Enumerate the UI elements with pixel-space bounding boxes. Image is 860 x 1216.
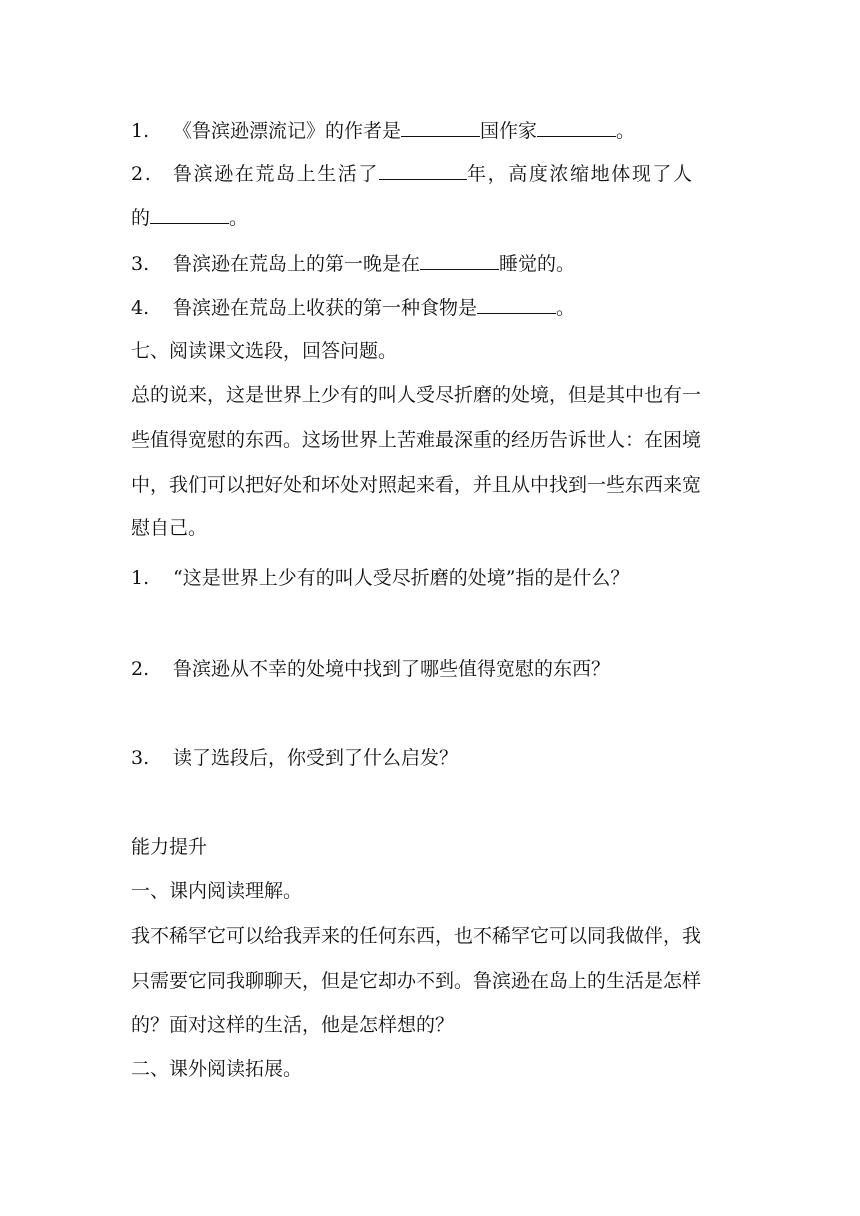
question-number: 2.	[131, 163, 153, 185]
section-heading: 七、阅读课文选段，回答问题。	[131, 340, 398, 362]
reading-question-3	[131, 746, 731, 770]
passage-line: 我不稀罕它可以给我弄来的任何东西，也不稀罕它可以同我做伴，我	[131, 925, 702, 947]
question-text: 。	[556, 297, 576, 319]
question-number: 1.	[131, 120, 150, 142]
answer-blank[interactable]	[401, 118, 480, 137]
part1-heading: 一、课内阅读理解。	[131, 880, 303, 902]
question-text: “这是世界上少有的叫人受尽折磨的处境”指的是什么？	[173, 567, 630, 589]
question-text: 鲁滨逊在荒岛上生活了	[173, 163, 380, 185]
fill-question-4	[131, 295, 731, 320]
question-text: 鲁滨逊在荒岛上收获的第一种食物是	[173, 297, 478, 319]
question-number: 4.	[131, 297, 150, 319]
question-text: 鲁滨逊在荒岛上的第一晚是在	[173, 253, 421, 275]
answer-blank[interactable]	[477, 295, 556, 314]
question-text: 睡觉的。	[499, 253, 576, 275]
answer-blank[interactable]	[150, 205, 229, 224]
question-text: 。	[229, 207, 249, 229]
passage-line: 些值得宽慰的东西。这场世界上苦难最深重的经历告诉世人：在困境	[131, 429, 702, 451]
question-number: 3.	[131, 253, 150, 275]
ability-heading: 能力提升	[131, 836, 208, 858]
question-number: 3.	[131, 747, 150, 769]
answer-blank[interactable]	[537, 118, 616, 137]
part2-heading: 二、课外阅读拓展。	[131, 1058, 303, 1080]
question-text: 的	[131, 207, 151, 229]
question-text: 。	[616, 120, 636, 142]
fill-question-2-continued	[131, 205, 731, 230]
passage-line: 中，我们可以把好处和坏处对照起来看，并且从中找到一些东西来宽	[131, 474, 702, 496]
reading-question-2	[131, 657, 731, 681]
fill-question-1	[131, 118, 731, 143]
fill-question-3	[131, 251, 731, 276]
passage-line: 总的说来，这是世界上少有的叫人受尽折磨的处境，但是其中也有一	[131, 384, 702, 406]
passage-line: 慰自己。	[131, 517, 208, 539]
question-text: 国作家	[480, 120, 538, 142]
passage-line: 的？面对这样的生活，他是怎样想的？	[131, 1014, 455, 1036]
question-text: 鲁滨逊从不幸的处境中找到了哪些值得宽慰的东西？	[173, 658, 611, 680]
fill-question-2	[131, 161, 731, 186]
question-text: 年，高度浓缩地体现了人	[467, 163, 694, 185]
question-number: 1.	[131, 567, 150, 589]
answer-blank[interactable]	[379, 161, 467, 180]
answer-blank[interactable]	[420, 251, 499, 270]
question-text: 《鲁滨逊漂流记》的作者是	[173, 120, 402, 142]
question-text: 读了选段后，你受到了什么启发？	[173, 747, 459, 769]
reading-question-1	[131, 566, 731, 590]
passage-line: 只需要它同我聊聊天，但是它却办不到。鲁滨逊在岛上的生活是怎样	[131, 970, 702, 992]
question-number: 2.	[131, 658, 150, 680]
